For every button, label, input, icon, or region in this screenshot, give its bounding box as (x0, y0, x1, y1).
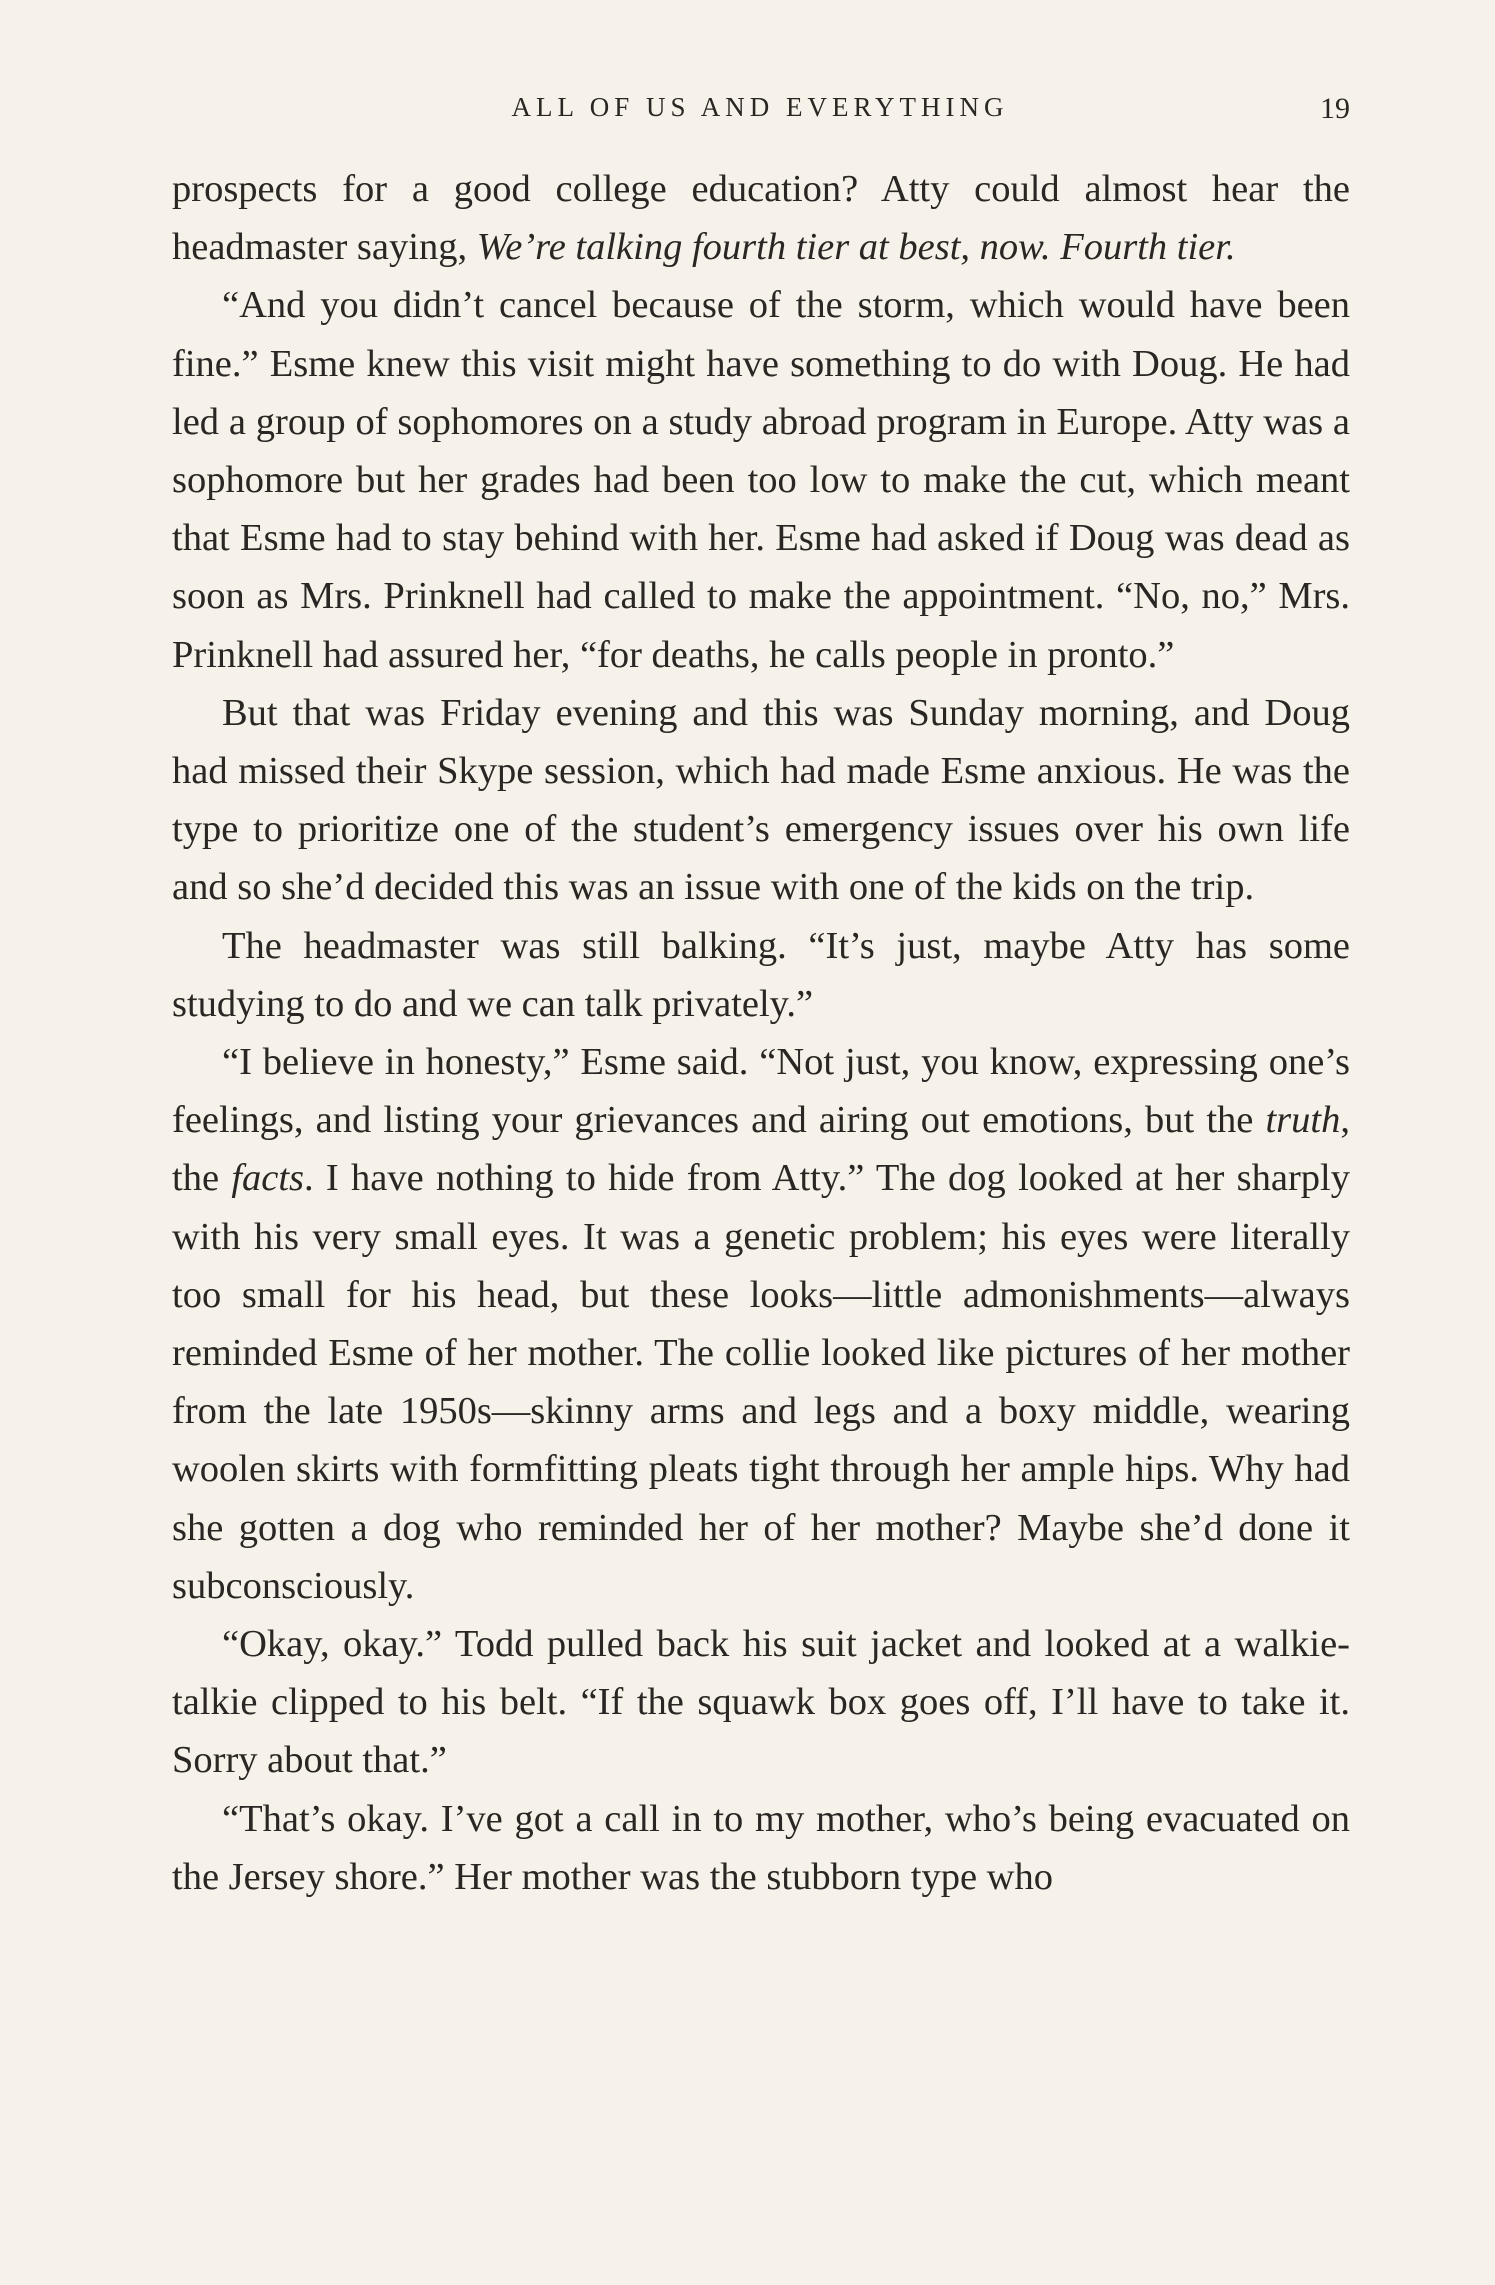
text-run: “That’s okay. I’ve got a call in to my mother, who’s being evacuated on the Jersey shore.” Her mother was the stubborn type who (172, 1797, 1350, 1898)
page-number: 19 (1320, 92, 1350, 125)
italic-text: We’re talking fourth tier at best, now. Fourth tier. (476, 226, 1236, 269)
italic-text: truth (1265, 1099, 1341, 1142)
text-run: “Okay, okay.” Todd pulled back his suit jacket and looked at a walkie-talkie clipped to his belt. “If the squawk box goes off, I’ll have to take it. Sorry about that.” (172, 1623, 1350, 1782)
body-text (172, 160, 1350, 1906)
paragraph (172, 1033, 1350, 1615)
running-head (170, 92, 1350, 132)
paragraph (172, 160, 1350, 276)
text-run: . I have nothing to hide from Atty.” The dog looked at her sharply with his very small eyes. It was a genetic problem; his eyes were literally too small for his head, but these looks—little admonishments—always reminded Esme of her mother. The collie looked like pictures of her mother from the late 1950s—skinny arms and legs and a boxy middle, wearing woolen skirts with formfitting pleats tight through her ample hips. Why had she gotten a dog who reminded her of her mother? Maybe she’d done it subconsciously. (172, 1157, 1350, 1607)
text-run: “And you didn’t cancel because of the storm, which would have been fine.” Esme knew this visit might have something to do with Doug. He had led a group of sophomores on a study abroad program in Europe. Atty was a sophomore but her grades had been too low to make the cut, which meant that Esme had to stay behind with her. Esme had asked if Doug was dead as soon as Mrs. Prinknell had called to make the appointment. “No, no,” Mrs. Prinknell had assured her, “for deaths, he calls people in pronto.” (172, 284, 1350, 676)
text-run: The headmaster was still balking. “It’s just, maybe Atty has some studying to do and we can talk privately.” (172, 924, 1350, 1025)
running-title: ALL OF US AND EVERYTHING (511, 92, 1009, 122)
text-run: prospects for a good college education? Atty could almost hear the headmaster saying, (172, 168, 1350, 269)
text-run: But that was Friday evening and this was Sunday morning, and Doug had missed their Skype session, which had made Esme anxious. He was the type to prioritize one of the student’s emergency issues over his own life and so she’d decided this was an issue with one of the kids on the trip. (172, 691, 1350, 909)
paragraph (172, 276, 1350, 683)
paragraph (172, 1790, 1350, 1906)
paragraph (172, 1615, 1350, 1790)
paragraph (172, 917, 1350, 1033)
text-run: , the (172, 1099, 1350, 1200)
text-run: “I believe in honesty,” Esme said. “Not just, you know, expressing one’s feelings, and listing your grievances and airing out emotions, but the (172, 1041, 1350, 1142)
paragraph (172, 684, 1350, 917)
italic-text: facts (231, 1157, 305, 1200)
